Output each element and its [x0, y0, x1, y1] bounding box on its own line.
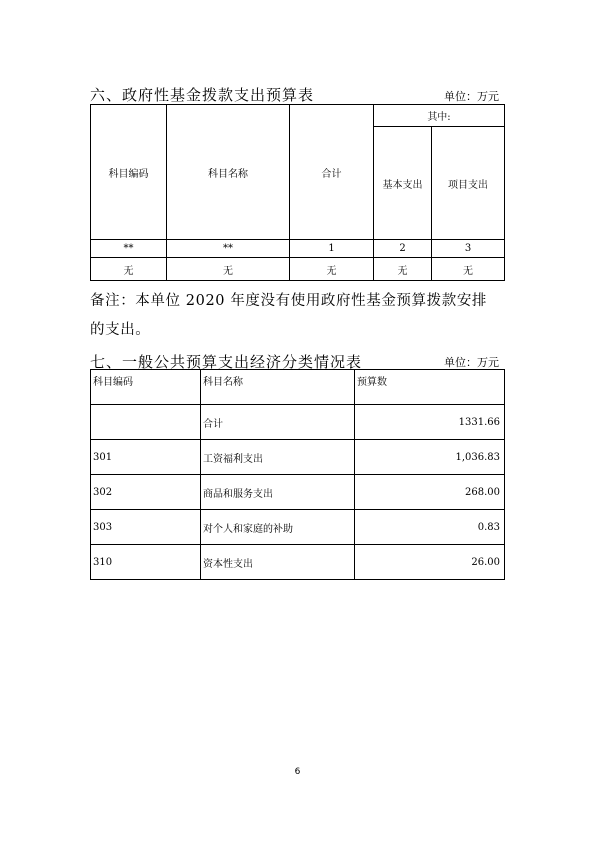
table-row [91, 475, 505, 510]
index-cell: ** [91, 240, 167, 258]
index-cell: 2 [374, 240, 432, 258]
index-cell: 3 [432, 240, 505, 258]
index-cell: ** [167, 240, 290, 258]
header-project: 项目支出 [432, 127, 505, 240]
index-row [91, 240, 505, 258]
table-row [91, 440, 505, 475]
row-amount: 268.00 [355, 475, 505, 510]
header-total: 合计 [290, 105, 374, 240]
note-line-2: 的支出。 [90, 322, 151, 338]
data-cell: 无 [432, 258, 505, 281]
header-basic: 基本支出 [374, 127, 432, 240]
row-name: 合计 [201, 405, 355, 440]
row-code [91, 405, 201, 440]
data-cell: 无 [290, 258, 374, 281]
data-cell: 无 [91, 258, 167, 281]
row-name: 商品和服务支出 [201, 475, 355, 510]
note-line-1: 备注：本单位 2020 年度没有使用政府性基金预算拨款安排 [90, 293, 488, 309]
government-fund-table [90, 104, 505, 281]
table-row [91, 510, 505, 545]
economic-classification-table [90, 369, 505, 580]
row-code: 302 [91, 475, 201, 510]
data-cell: 无 [167, 258, 290, 281]
header-amount: 预算数 [355, 370, 505, 405]
row-amount: 26.00 [355, 545, 505, 580]
index-cell: 1 [290, 240, 374, 258]
row-amount: 1,036.83 [355, 440, 505, 475]
header-code: 科目编码 [91, 370, 201, 405]
row-name: 资本性支出 [201, 545, 355, 580]
table-row [91, 545, 505, 580]
table-row [91, 405, 505, 440]
section6-unit: 单位：万元 [444, 90, 499, 103]
header-group: 其中: [374, 105, 505, 127]
section6-title: 六、政府性基金拨款支出预算表 [90, 86, 315, 104]
row-code: 303 [91, 510, 201, 545]
row-amount: 0.83 [355, 510, 505, 545]
row-name: 工资福利支出 [201, 440, 355, 475]
header-name: 科目名称 [201, 370, 355, 405]
header-code: 科目编码 [91, 105, 167, 240]
row-name: 对个人和家庭的补助 [201, 510, 355, 545]
section7-title: 七、一般公共预算支出经济分类情况表 [90, 353, 363, 371]
row-code: 310 [91, 545, 201, 580]
header-row [91, 370, 505, 405]
row-amount: 1331.66 [355, 405, 505, 440]
data-row [91, 258, 505, 281]
page-number: 6 [294, 767, 301, 777]
header-name: 科目名称 [167, 105, 290, 240]
row-code: 301 [91, 440, 201, 475]
data-cell: 无 [374, 258, 432, 281]
section7-unit: 单位：万元 [444, 356, 499, 369]
